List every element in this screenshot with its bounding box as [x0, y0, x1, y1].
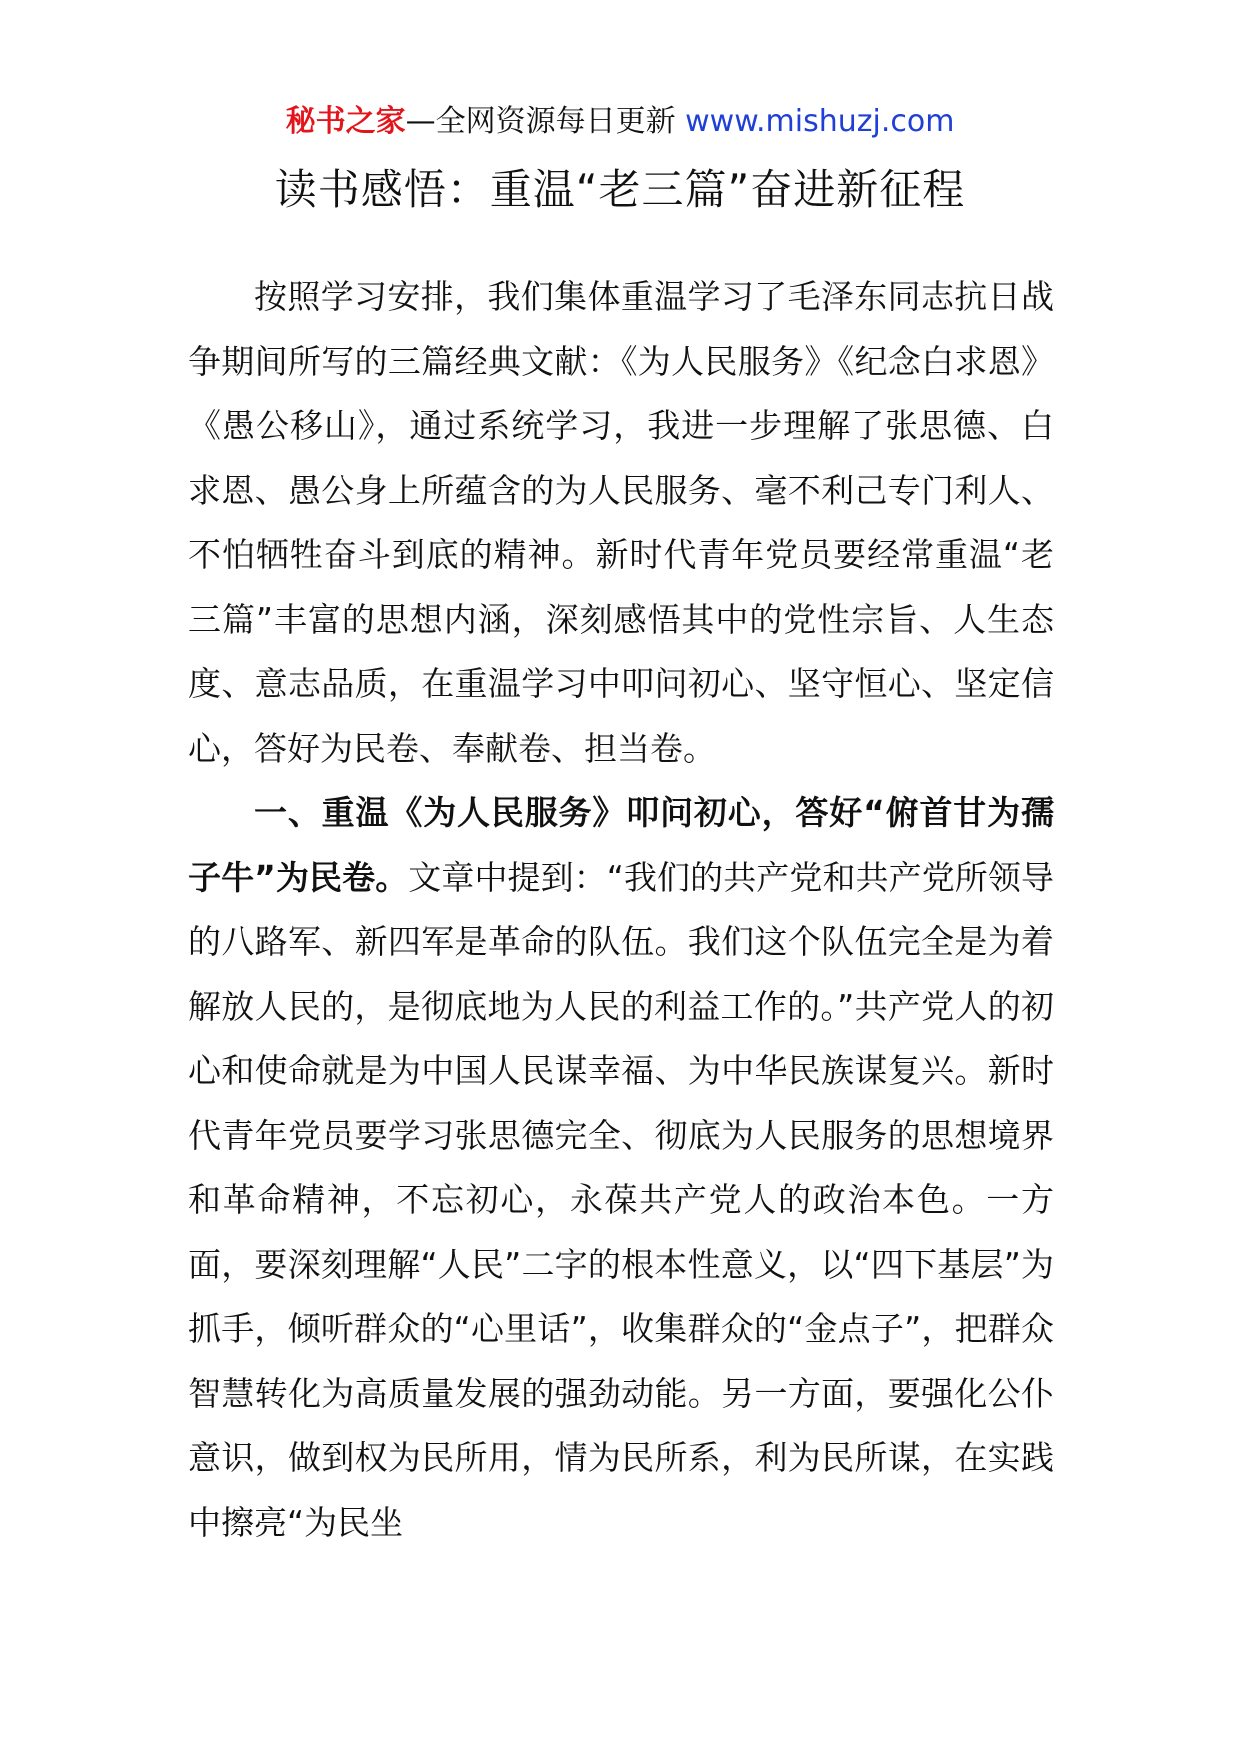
site-url-link[interactable]: www.mishuzj.com — [685, 104, 955, 139]
document-body — [188, 265, 1054, 1555]
paragraph-section-one — [188, 781, 1054, 1555]
banner-tagline: —全网资源每日更新 — [405, 104, 676, 139]
brand-name: 秘书之家 — [285, 104, 406, 139]
paragraph-intro — [188, 265, 1054, 781]
section-heading: 一、重温《为人民服务》叩问初心，答好“俯首甘为孺子牛”为民卷。 — [188, 793, 1054, 897]
paragraph-text: 文章中提到：“我们的共产党和共产党所领导的八路军、新四军是革命的队伍。我们这个队伍完全是为着解放人民的，是彻底地为人民的利益工作的。”共产党人的初心和使命就是为中国人民谋幸福、为中华民族谋复兴。新时代青年党员要学习张思德完全、彻底为人民服务的思想境界和革命精神，不忘初心，永葆共产党人的政治本色。一方面，要深刻理解“人民”二字的根本性意义，以“四下基层”为抓手，倾听群众的“心里话”，收集群众的“金点子”，把群众智慧转化为高质量发展的强劲动能。另一方面，要强化公仆意识，做到权为民所用，情为民所系，利为民所谋，在实践中擦亮“为民坐 — [188, 857, 1054, 1542]
site-banner — [0, 100, 1240, 144]
document-title: 读书感悟：重温“老三篇”奋进新征程 — [274, 165, 966, 214]
paragraph-text: 按照学习安排，我们集体重温学习了毛泽东同志抗日战争期间所写的三篇经典文献：《为人民服务》《纪念白求恩》《愚公移山》，通过系统学习，我进一步理解了张思德、白求恩、愚公身上所蕴含的为人民服务、毫不利己专门利人、不怕牺牲奋斗到底的精神。新时代青年党员要经常重温“老三篇”丰富的思想内涵，深刻感悟其中的党性宗旨、人生态度、意志品质，在重温学习中叩问初心、坚守恒心、坚定信心，答好为民卷、奉献卷、担当卷。 — [188, 277, 1054, 768]
